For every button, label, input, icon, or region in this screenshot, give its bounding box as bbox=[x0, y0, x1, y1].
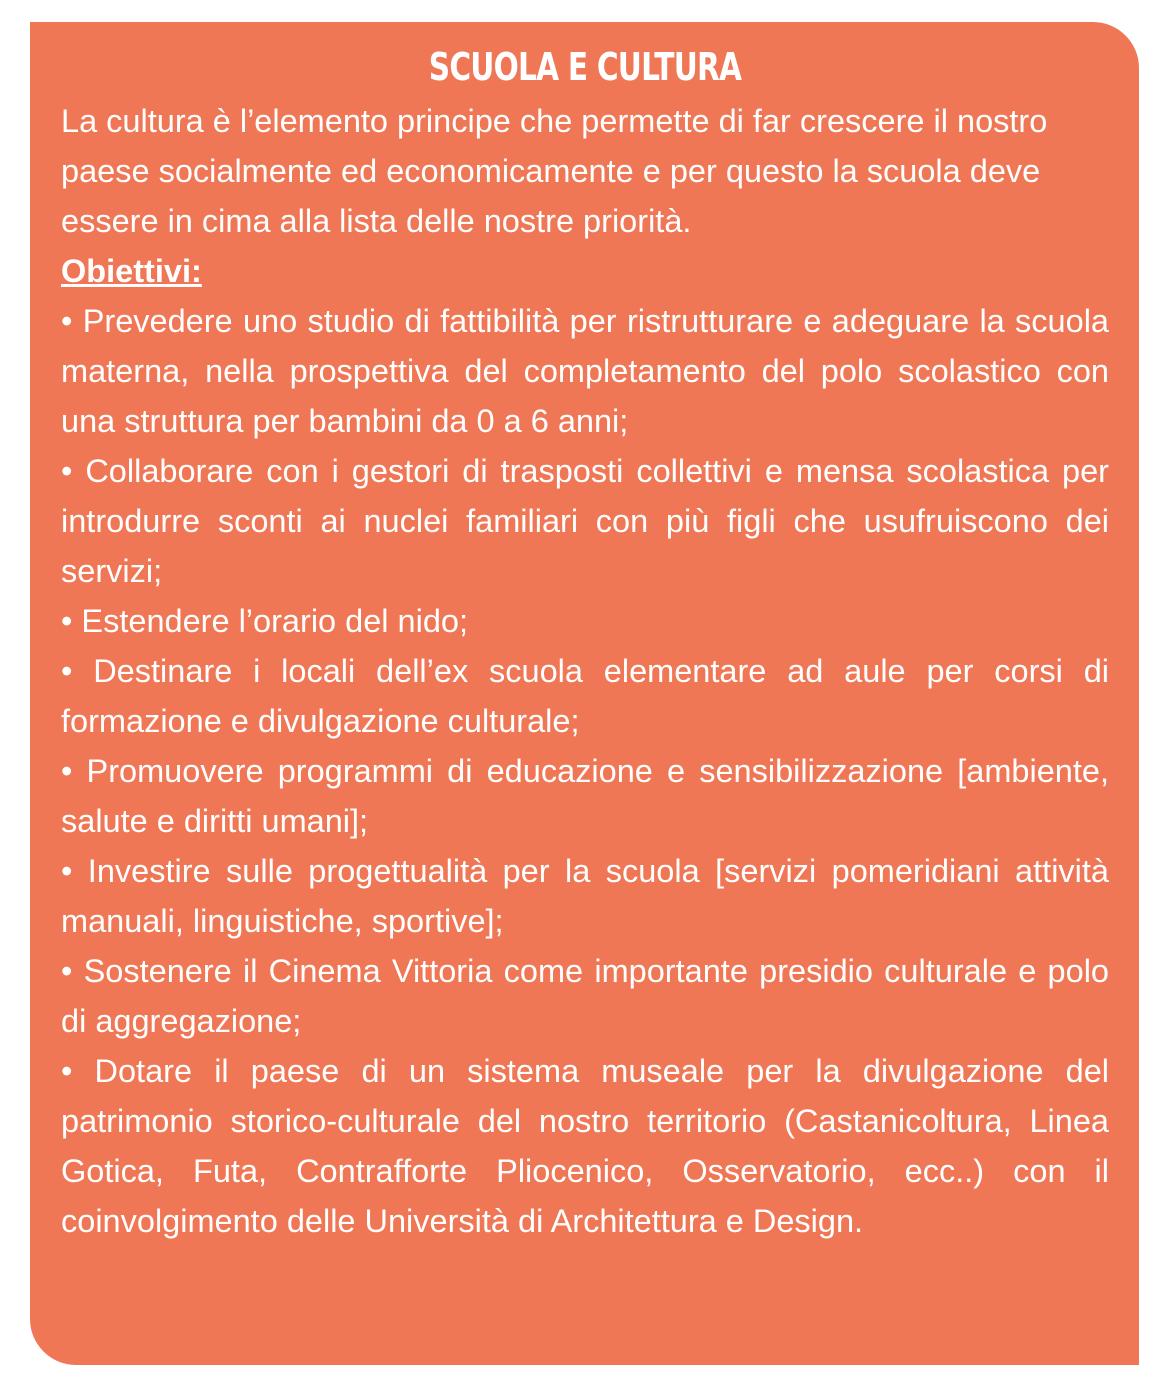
objective-item: • Promuovere programmi di educazione e sensibilizzazione [ambiente, salute e diritti umani]; bbox=[61, 753, 1109, 839]
content-panel bbox=[30, 22, 1139, 1365]
objective-item: • Estendere l’orario del nido; bbox=[61, 603, 469, 639]
objectives-list bbox=[61, 296, 1109, 1246]
intro-paragraph: La cultura è l’elemento principe che permette di far crescere il nostro paese socialmente ed economicamente e per questo la scuola deve essere in cima alla lista delle nostre priorità. bbox=[61, 103, 1048, 239]
objective-item: • Prevedere uno studio di fattibilità per ristrutturare e adeguare la scuola materna, nella prospettiva del completamento del polo scolastico con una struttura per bambini da 0 a 6 anni; bbox=[61, 303, 1109, 439]
objective-item: • Collaborare con i gestori di trasposti collettivi e mensa scolastica per introdurre sconti ai nuclei familiari con più figli che usufruiscono dei servizi; bbox=[61, 453, 1109, 589]
objectives-heading: Obiettivi: bbox=[61, 253, 202, 289]
objective-item: • Dotare il paese di un sistema museale per la divulgazione del patrimonio storico-culturale del nostro territorio (Castanicoltura, Linea Gotica, Futa, Contrafforte Pliocenico, Osservatorio, ecc..) con il coinvolgimento delle Università di Architettura e Design. bbox=[61, 1053, 1109, 1239]
section-title: SCUOLA E CULTURA bbox=[428, 45, 742, 89]
objective-item: • Sostenere il Cinema Vittoria come importante presidio culturale e polo di aggregazione; bbox=[61, 953, 1109, 1039]
objective-item: • Destinare i locali dell’ex scuola elementare ad aule per corsi di formazione e divulgazione culturale; bbox=[61, 653, 1109, 739]
objective-item: • Investire sulle progettualità per la scuola [servizi pomeridiani attività manuali, linguistiche, sportive]; bbox=[61, 853, 1109, 939]
